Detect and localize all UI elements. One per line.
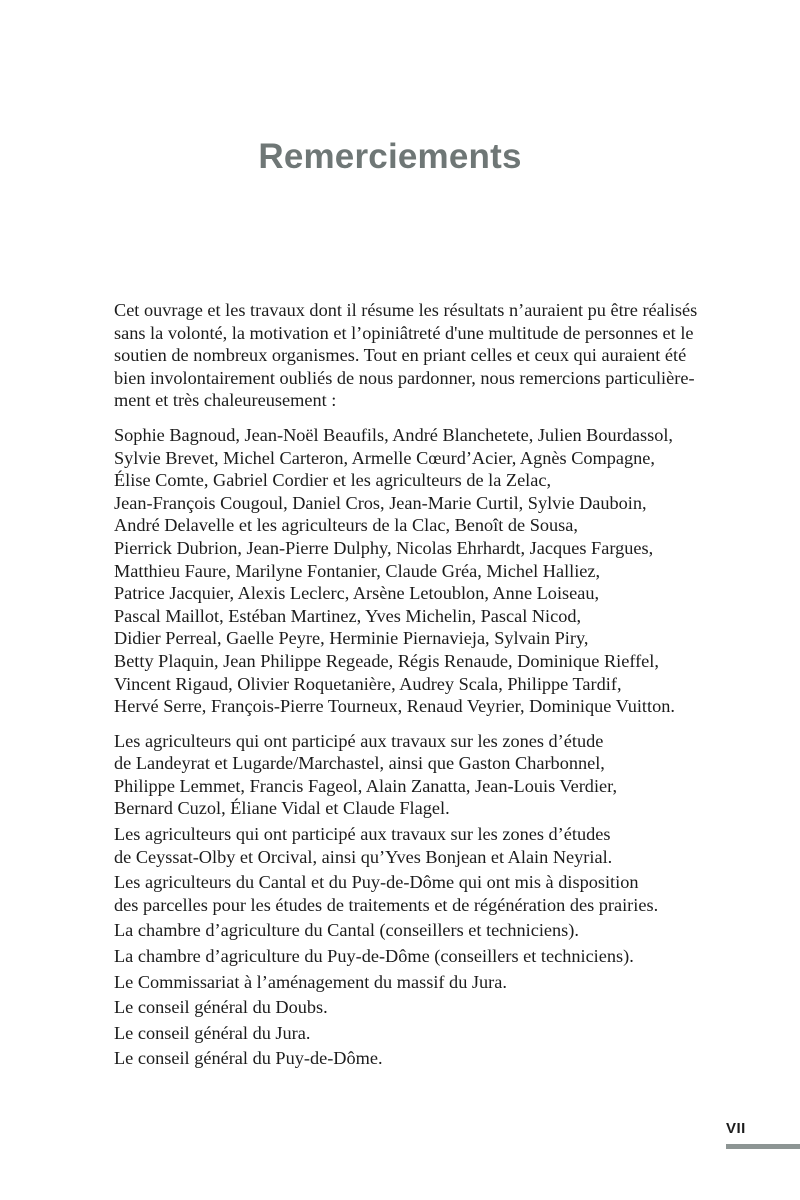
intro-paragraph xyxy=(114,299,698,412)
ack-item-conseil-doubs xyxy=(114,996,680,1019)
intro-line: sans la volonté, la motivation et l’opiniâtreté d'une multitude de personnes et le xyxy=(114,322,694,343)
ack-item-landeyrat xyxy=(114,730,680,820)
ack-item-commissariat-jura xyxy=(114,971,680,994)
ack-item-ceyssat xyxy=(114,823,680,868)
names-line: André Delavelle et les agriculteurs de la Clac, Benoît de Sousa, xyxy=(114,515,578,536)
page-number: VII xyxy=(726,1120,746,1137)
names-line: Sylvie Brevet, Michel Carteron, Armelle Cœurd’Acier, Agnès Compagne, xyxy=(114,447,655,468)
ack-line: Les agriculteurs qui ont participé aux travaux sur les zones d’étude xyxy=(114,730,604,751)
ack-item-chambre-cantal xyxy=(114,919,680,942)
ack-line: Le Commissariat à l’aménagement du massif du Jura. xyxy=(114,971,507,992)
names-paragraph xyxy=(114,424,680,718)
names-line: Vincent Rigaud, Olivier Roquetanière, Audrey Scala, Philippe Tardif, xyxy=(114,673,622,694)
ack-line: Les agriculteurs du Cantal et du Puy-de-Dôme qui ont mis à disposition xyxy=(114,872,639,893)
ack-line: Le conseil général du Doubs. xyxy=(114,997,328,1018)
ack-line: Philippe Lemmet, Francis Fageol, Alain Zanatta, Jean-Louis Verdier, xyxy=(114,775,618,796)
names-line: Betty Plaquin, Jean Philippe Regeade, Régis Renaude, Dominique Rieffel, xyxy=(114,650,659,671)
organisations-list xyxy=(114,730,680,1070)
ack-line: Les agriculteurs qui ont participé aux travaux sur les zones d’études xyxy=(114,824,611,845)
footer-rule xyxy=(726,1144,800,1149)
names-line: Élise Comte, Gabriel Cordier et les agriculteurs de la Zelac, xyxy=(114,470,552,491)
page-title: Remerciements xyxy=(258,137,522,176)
ack-line: Le conseil général du Puy-de-Dôme. xyxy=(114,1048,383,1069)
ack-item-chambre-puy-de-dome xyxy=(114,945,680,968)
ack-line: La chambre d’agriculture du Puy-de-Dôme (conseillers et techniciens). xyxy=(114,946,634,967)
names-line: Sophie Bagnoud, Jean-Noël Beaufils, André Blanchetete, Julien Bourdassol, xyxy=(114,424,673,445)
ack-line: La chambre d’agriculture du Cantal (conseillers et techniciens). xyxy=(114,920,579,941)
ack-line: Le conseil général du Jura. xyxy=(114,1022,311,1043)
ack-line: de Ceyssat-Olby et Orcival, ainsi qu’Yves Bonjean et Alain Neyrial. xyxy=(114,846,613,867)
intro-line: soutien de nombreux organismes. Tout en priant celles et ceux qui auraient été xyxy=(114,345,687,366)
ack-item-conseil-jura xyxy=(114,1022,680,1045)
ack-line: Bernard Cuzol, Éliane Vidal et Claude Flagel. xyxy=(114,798,450,819)
ack-item-cantal-farmers xyxy=(114,871,680,916)
names-line: Didier Perreal, Gaelle Peyre, Herminie Piernavieja, Sylvain Piry, xyxy=(114,628,589,649)
acknowledgements-body xyxy=(114,299,698,1073)
names-line: Matthieu Faure, Marilyne Fontanier, Claude Gréa, Michel Halliez, xyxy=(114,560,601,581)
intro-line: Cet ouvrage et les travaux dont il résume les résultats n’auraient pu être réalisés xyxy=(114,300,698,320)
ack-line: des parcelles pour les études de traitements et de régénération des prairies. xyxy=(114,894,659,915)
page-footer xyxy=(726,1118,800,1152)
names-line: Pascal Maillot, Estéban Martinez, Yves Michelin, Pascal Nicod, xyxy=(114,605,582,626)
names-line: Pierrick Dubrion, Jean-Pierre Dulphy, Nicolas Ehrhardt, Jacques Fargues, xyxy=(114,537,654,558)
intro-line: bien involontairement oubliés de nous pardonner, nous remercions particulière- xyxy=(114,367,695,388)
names-line: Hervé Serre, François-Pierre Tourneux, Renaud Veyrier, Dominique Vuitton. xyxy=(114,696,675,717)
ack-line: de Landeyrat et Lugarde/Marchastel, ainsi que Gaston Charbonnel, xyxy=(114,753,605,774)
names-line: Patrice Jacquier, Alexis Leclerc, Arsène Letoublon, Anne Loiseau, xyxy=(114,583,600,604)
ack-item-conseil-puy-de-dome xyxy=(114,1047,680,1070)
intro-line: ment et très chaleureusement : xyxy=(114,390,337,411)
names-line: Jean-François Cougoul, Daniel Cros, Jean-Marie Curtil, Sylvie Dauboin, xyxy=(114,492,647,513)
